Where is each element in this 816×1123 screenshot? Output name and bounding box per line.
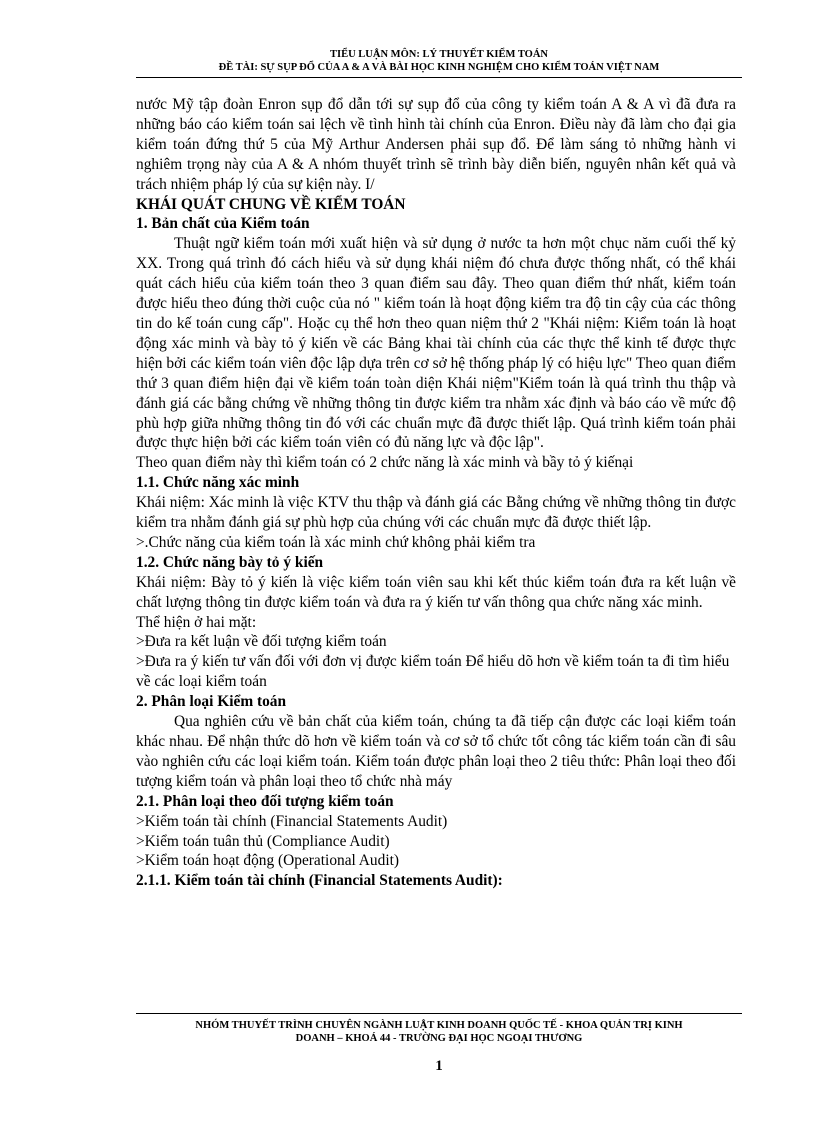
heading-part-1: KHÁI QUÁT CHUNG VỀ KIỂM TOÁN bbox=[136, 195, 406, 213]
list-item-operational-audit: >Kiểm toán hoạt động (Operational Audit) bbox=[136, 852, 399, 870]
paragraph-functions: Theo quan điểm này thì kiểm toán có 2 chức năng là xác minh và bầy tỏ ý kiếnại bbox=[136, 454, 634, 472]
footer-line-2: DOANH – KHOÁ 44 - TRƯỜNG ĐẠI HỌC NGOẠI THƯƠNG bbox=[295, 1033, 583, 1044]
document-body bbox=[136, 95, 736, 891]
paragraph-opinion: Khái niệm: Bày tỏ ý kiến là việc kiểm toán viên sau khi kết thúc kiểm toán đưa ra kết luận về chất lượng thông tin được kiểm toán và đưa ra ý kiến tư vấn thông qua chức năng xác minh. bbox=[136, 573, 736, 611]
list-item-compliance-audit: >Kiểm toán tuân thủ (Compliance Audit) bbox=[136, 832, 390, 850]
heading-2-1: 2.1. Phân loại theo đối tượng kiểm toán bbox=[136, 792, 394, 810]
paragraph-verification: Khái niệm: Xác minh là việc KTV thu thập và đánh giá các Bằng chứng về những thông tin được kiểm tra nhằm đánh giá sự phù hợp của chúng với các chuẩn mực đã được thiết lập. bbox=[136, 494, 736, 532]
paragraph-nature: Thuật ngữ kiểm toán mới xuất hiện và sử dụng ở nước ta hơn một chục năm cuối thế kỷ XX. Trong quá trình đó cách hiểu và sử dụng khái niệm đó chưa được thống nhất, có thể khái quát cách hiểu của kiểm toán theo 3 quan điểm sau đây. Theo quan điểm thứ nhất, kiểm toán được hiểu theo đúng thời cuộc của nó " kiểm toán là hoạt động kiểm tra độ tin cậy của các thông tin do kế toán cung cấp". Hoặc cụ thể hơn theo quan niệm thứ 2 "Khái niệm: Kiểm toán là hoạt động xác minh và bày tỏ ý kiến về các Bảng khai tài chính của các thực thể kinh tế được thực hiện bởi các kiểm toán viên độc lập dựa trên cơ sở hệ thống pháp lý có hiệu lực" Theo quan điểm thứ 3 quan điểm hiện đại về kiểm toán toàn diện Khái niệm"Kiểm toán là quá trình thu thập và đánh giá các bằng chứng về những thông tin được kiểm tra nhằm xác định và báo cáo về mức độ phù hợp giữa những thông tin đó với các chuẩn mực đã được thiết lập. Quá trình kiểm toán phải được thực hiện bởi các kiểm toán viên có đủ năng lực và độc lập". bbox=[136, 235, 736, 452]
paragraph-two-aspects: Thể hiện ở hai mặt: bbox=[136, 613, 257, 631]
heading-2: 2. Phân loại Kiểm toán bbox=[136, 693, 287, 711]
paragraph-verification-note: >.Chức năng của kiểm toán là xác minh chứ không phải kiểm tra bbox=[136, 533, 536, 551]
header-title: TIỂU LUẬN MÔN: LÝ THUYẾT KIỂM TOÁN bbox=[329, 49, 548, 60]
heading-2-1-1: 2.1.1. Kiểm toán tài chính (Financial Statements Audit): bbox=[136, 872, 503, 890]
list-item-advice: >Đưa ra ý kiến tư vấn đối với đơn vị được kiểm toán Để hiểu dõ hơn về kiểm toán ta đi tìm hiểu về các loại kiểm toán bbox=[136, 653, 730, 691]
list-item-conclusion: >Đưa ra kết luận về đối tượng kiểm toán bbox=[136, 633, 387, 651]
page-header bbox=[136, 48, 742, 74]
paragraph-classification: Qua nghiên cứu về bản chất của kiểm toán, chúng ta đã tiếp cận được các loại kiểm toán khác nhau. Để nhận thức dõ hơn về kiểm toán và cơ sở tổ chức tốt công tác kiểm toán cần đi sâu vào nghiên cứu các loại kiểm toán. Kiểm toán được phân loại theo 2 tiêu thức: Phân loại theo đối tượng kiểm toán và phân loại theo tổ chức nhà máy bbox=[136, 713, 736, 790]
page-number: 1 bbox=[435, 1058, 443, 1074]
list-item-financial-audit: >Kiểm toán tài chính (Financial Statements Audit) bbox=[136, 812, 448, 830]
footer-line-1: NHÓM THUYẾT TRÌNH CHUYÊN NGÀNH LUẬT KINH DOANH QUỐC TẾ - KHOA QUẢN TRỊ KINH bbox=[195, 1020, 683, 1031]
heading-1: 1. Bản chất của Kiểm toán bbox=[136, 215, 310, 233]
heading-1-1: 1.1. Chức năng xác minh bbox=[136, 474, 300, 492]
intro-paragraph: nước Mỹ tập đoàn Enron sụp đổ dẫn tới sự sụp đổ của công ty kiểm toán A & A vì đã đưa ra những báo cáo kiểm toán sai lệch về tình hình tài chính của Enron. Điều này đã làm cho đại gia kiểm toán đứng thứ 5 của Mỹ Arthur Andersen phải sụp đổ. Để làm sáng tỏ những hành vi nghiêm trọng này của A & A nhóm thuyết trình sẽ trình bày diễn biến, nguyên nhân kết quả và trách nhiệm pháp lý của sự kiện này. I/ bbox=[136, 96, 736, 193]
header-rule bbox=[136, 77, 742, 78]
footer-rule bbox=[136, 1013, 742, 1014]
page-footer bbox=[136, 1019, 742, 1045]
header-topic: ĐỀ TÀI: SỰ SỤP ĐỔ CỦA A & A VÀ BÀI HỌC KINH NGHIỆM CHO KIỂM TOÁN VIỆT NAM bbox=[218, 62, 660, 73]
heading-1-2: 1.2. Chức năng bày tỏ ý kiến bbox=[136, 553, 324, 571]
